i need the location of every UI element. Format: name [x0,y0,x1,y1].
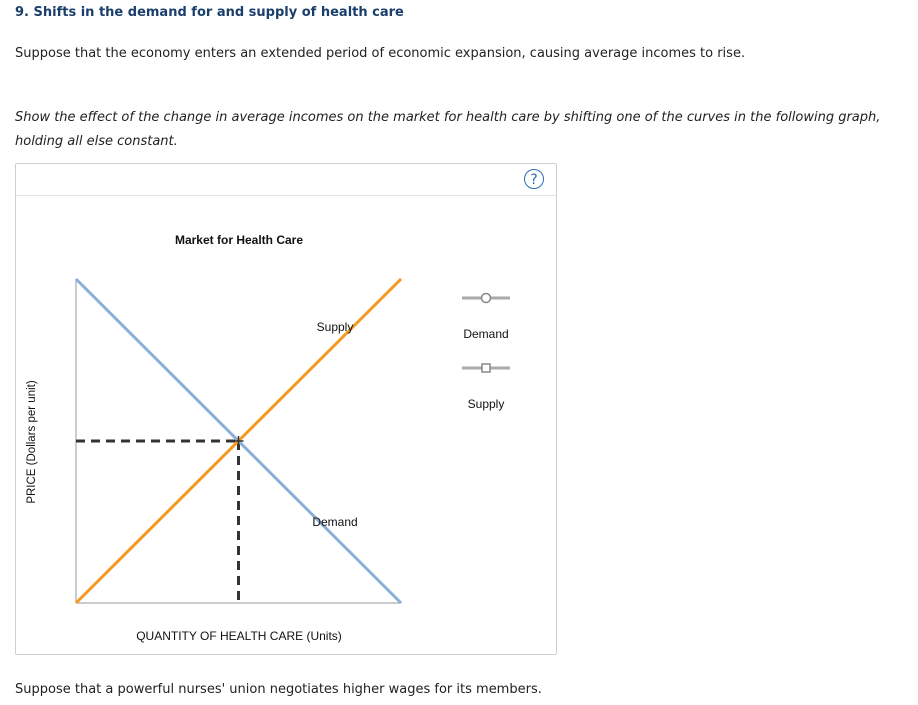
graph-panel [15,163,557,655]
question-instruction: Show the effect of the change in average incomes on the market for health care by shifting one of the curves in the following graph, holding all else constant. [15,110,881,149]
legend-demand-tool[interactable] [462,294,510,342]
supply-curve-label: Supply [316,320,354,334]
legend-supply-tool[interactable] [462,364,510,411]
circle-marker-icon [482,294,491,303]
legend-supply-label: Supply [467,397,505,411]
followup-text: Suppose that a powerful nurses' union negotiates higher wages for its members. [15,682,542,697]
question-text: Suppose that the economy enters an extended period of economic expansion, causing average incomes to rise. [15,46,746,61]
help-icon[interactable]: ? [524,169,544,189]
question-title: 9. Shifts in the demand for and supply of health care [15,5,404,20]
x-axis-label: QUANTITY OF HEALTH CARE (Units) [136,629,342,643]
square-marker-icon [482,364,490,372]
chart-title: Market for Health Care [174,233,304,247]
legend-demand-label: Demand [463,327,509,341]
y-axis-label: PRICE (Dollars per unit) [26,380,38,504]
market-chart[interactable] [16,164,556,654]
demand-curve-label: Demand [312,515,358,529]
